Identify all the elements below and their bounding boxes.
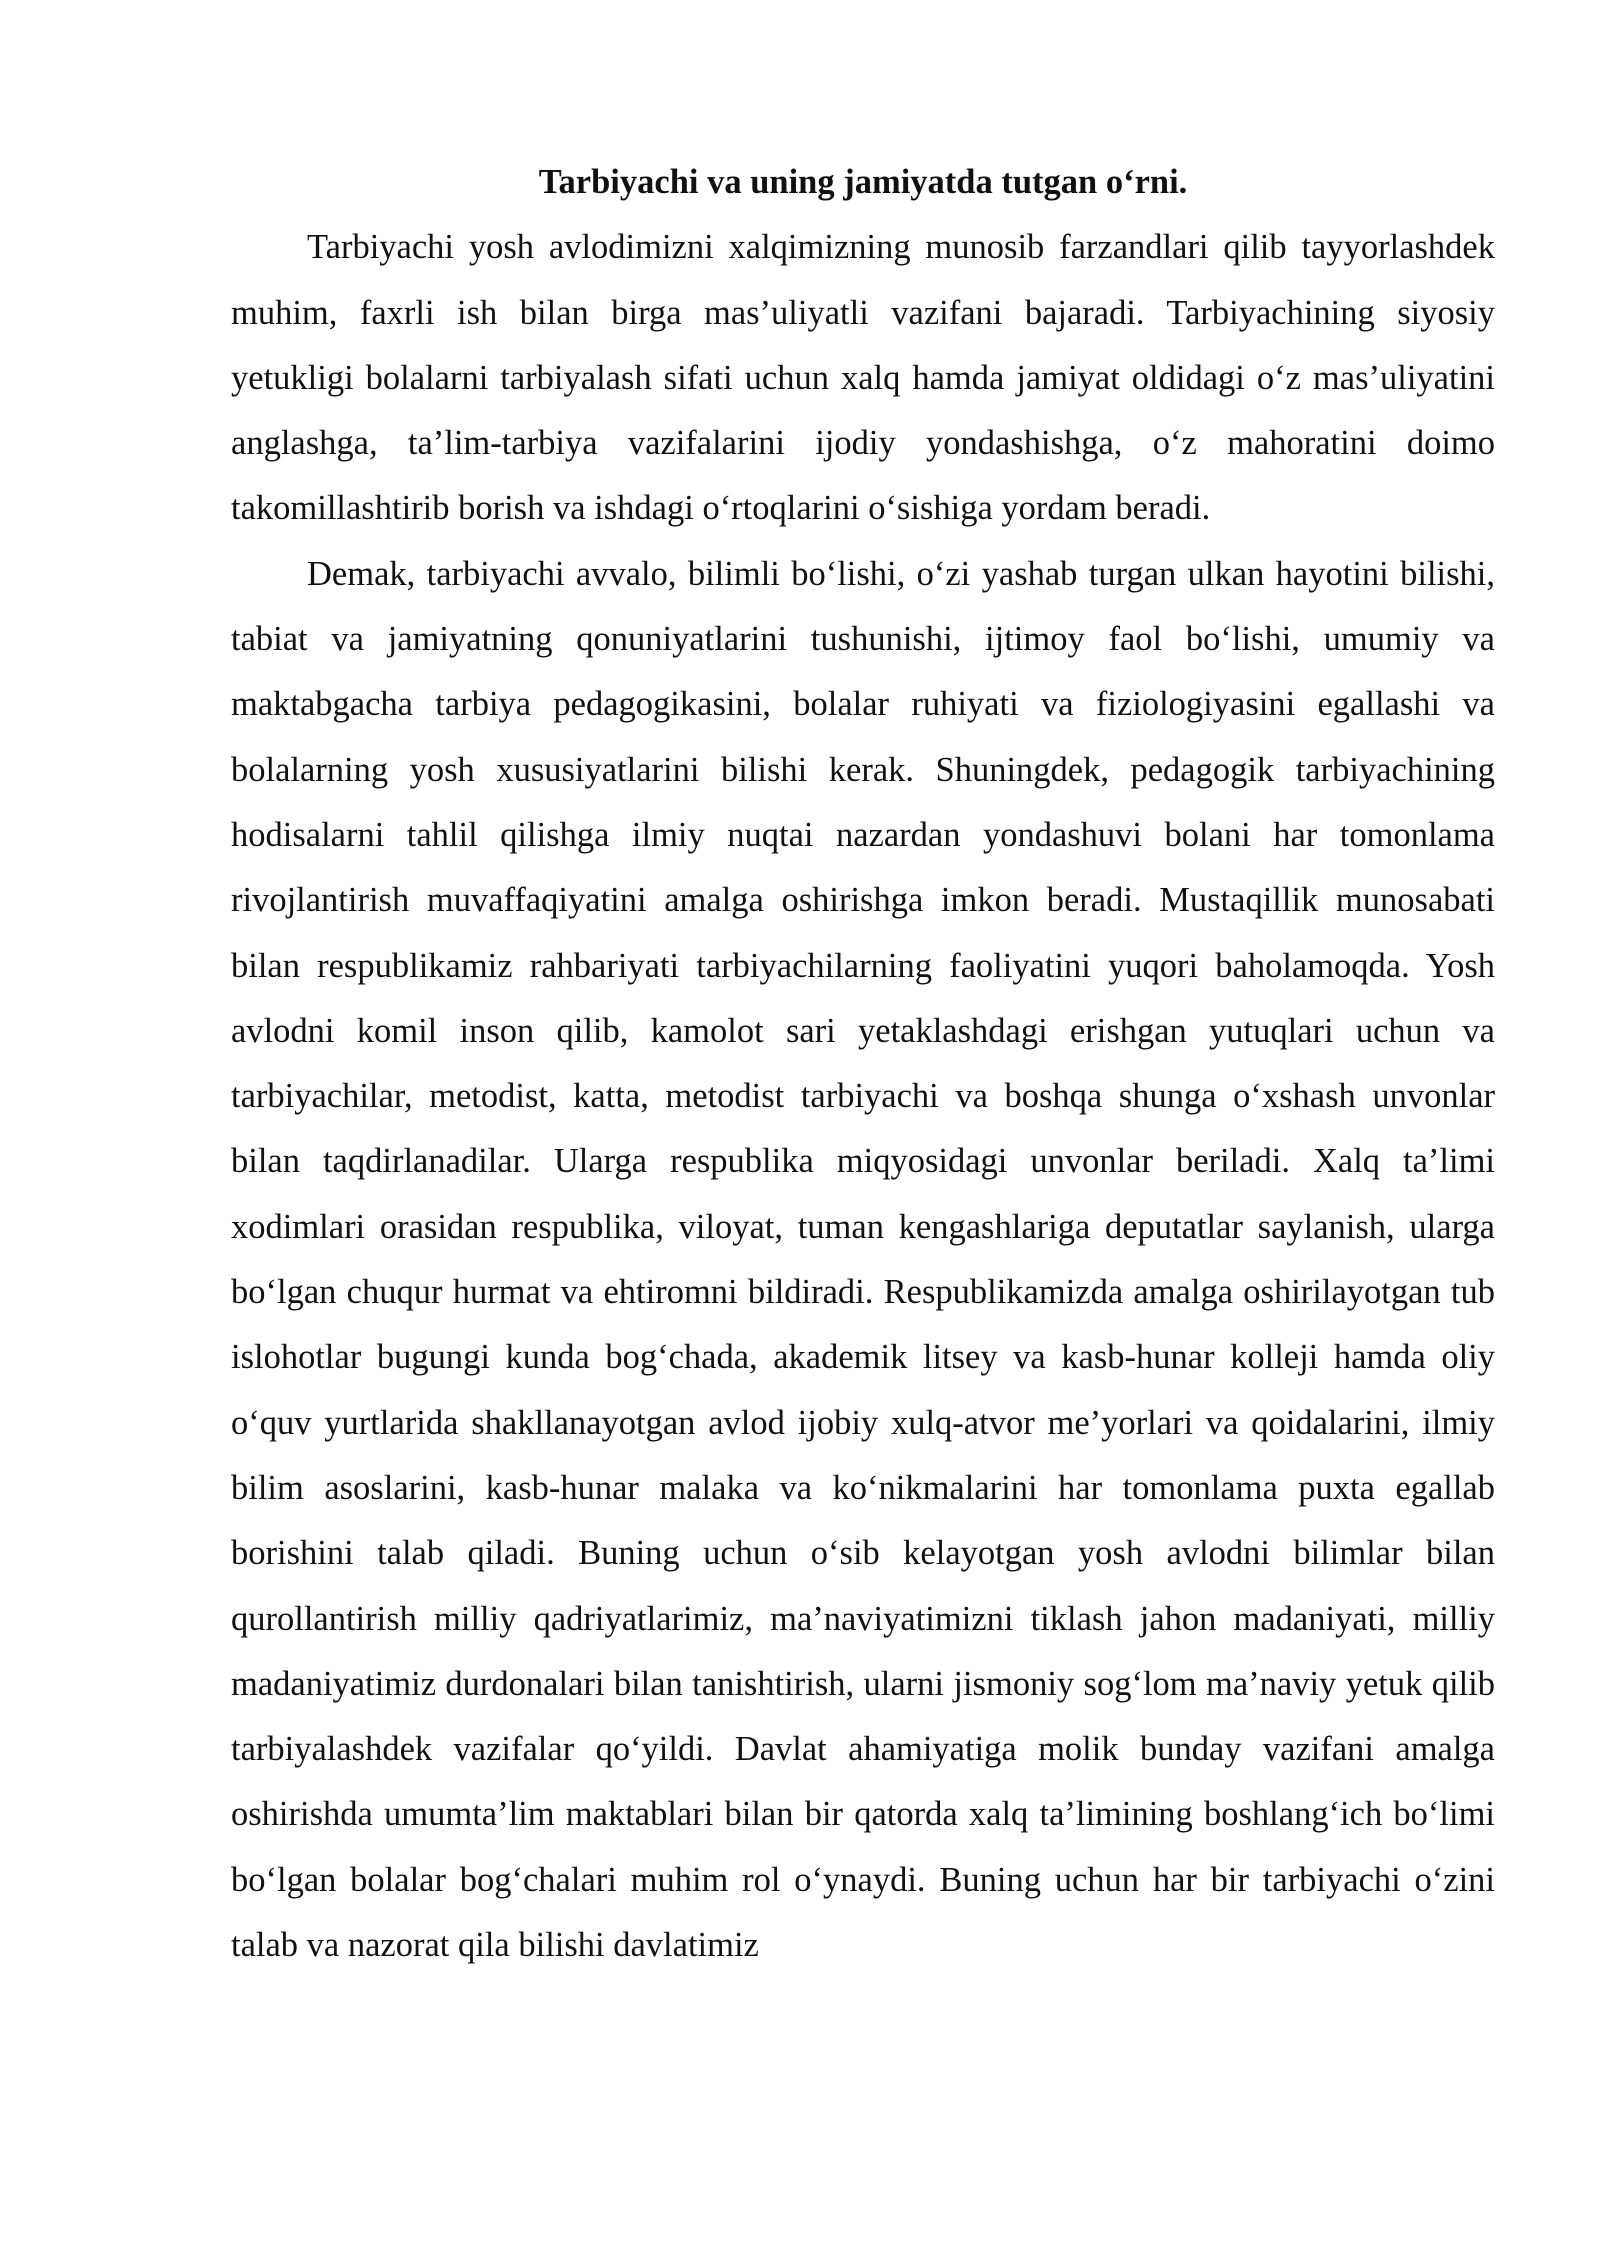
- document-body: [231, 150, 1495, 1978]
- paragraph-2: Demak, tarbiyachi avvalo, bilimli bo‘lishi, o‘zi yashab turgan ulkan hayotini bilishi, tabiat va jamiyatning qonuniyatlarini tushunishi, ijtimoy faol bo‘lishi, umumiy va maktabgacha tarbiya pedagogikasini, bolalar ruhiyati va fiziologiyasini egallashi va bolalarning yosh xususiyatlarini bilishi kerak. Shuningdek, pedagogik tarbiyachining hodisalarni tahlil qilishga ilmiy nuqtai nazardan yondashuvi bolani har tomonlama rivojlantirish muvaffaqiyatini amalga oshirishga imkon beradi. Mustaqillik munosabati bilan respublikamiz rahbariyati tarbiyachilarning faoliyatini yuqori baholamoqda. Yosh avlodni komil inson qilib, kamolot sari yetaklashdagi erishgan yutuqlari uchun va tarbiyachilar, metodist, katta, metodist tarbiyachi va boshqa shunga o‘xshash unvonlar bilan taqdirlanadilar. Ularga respublika miqyosidagi unvonlar beriladi. Xalq ta’limi xodimlari orasidan respublika, viloyat, tuman kengashlariga deputatlar saylanish, ularga bo‘lgan chuqur hurmat va ehtiromni bildiradi. Respublikamizda amalga oshirilayotgan tub islohotlar bugungi kunda bog‘chada, akademik litsey va kasb-hunar kolleji hamda oliy o‘quv yurtlarida shakllanayotgan avlod ijobiy xulq-atvor me’yorlari va qoidalarini, ilmiy bilim asoslarini, kasb-hunar malaka va ko‘nikmalarini har tomonlama puxta egallab borishini talab qiladi. Buning uchun o‘sib kelayotgan yosh avlodni bilimlar bilan qurollantirish milliy qadriyatlarimiz, ma’naviyatimizni tiklash jahon madaniyati, milliy madaniyatimiz durdonalari bilan tanishtirish, ularni jismoniy sog‘lom ma’naviy yetuk qilib tarbiyalashdek vazifalar qo‘yildi. Davlat ahamiyatiga molik bunday vazifani amalga oshirishda umumta’lim maktablari bilan bir qatorda xalq ta’limining boshlang‘ich bo‘limi bo‘lgan bolalar bog‘chalari muhim rol o‘ynaydi. Buning uchun har bir tarbiyachi o‘zini talab va nazorat qila bilishi davlatimiz: [231, 554, 1495, 1965]
- paragraph-1: Tarbiyachi yosh avlodimizni xalqimizning munosib farzandlari qilib tayyorlashdek muhim, faxrli ish bilan birga mas’uliyatli vazifani bajaradi. Tarbiyachining siyosiy yetukligi bolalarni tarbiyalash sifati uchun xalq hamda jamiyat oldidagi o‘z mas’uliyatini anglashga, ta’lim-tarbiya vazifalarini ijodiy yondashishga, o‘z mahoratini doimo takomillashtirib borish va ishdagi o‘rtoqlarini o‘sishiga yordam beradi.: [231, 228, 1495, 528]
- document-title: Tarbiyachi va uning jamiyatda tutgan o‘rni.: [538, 163, 1188, 201]
